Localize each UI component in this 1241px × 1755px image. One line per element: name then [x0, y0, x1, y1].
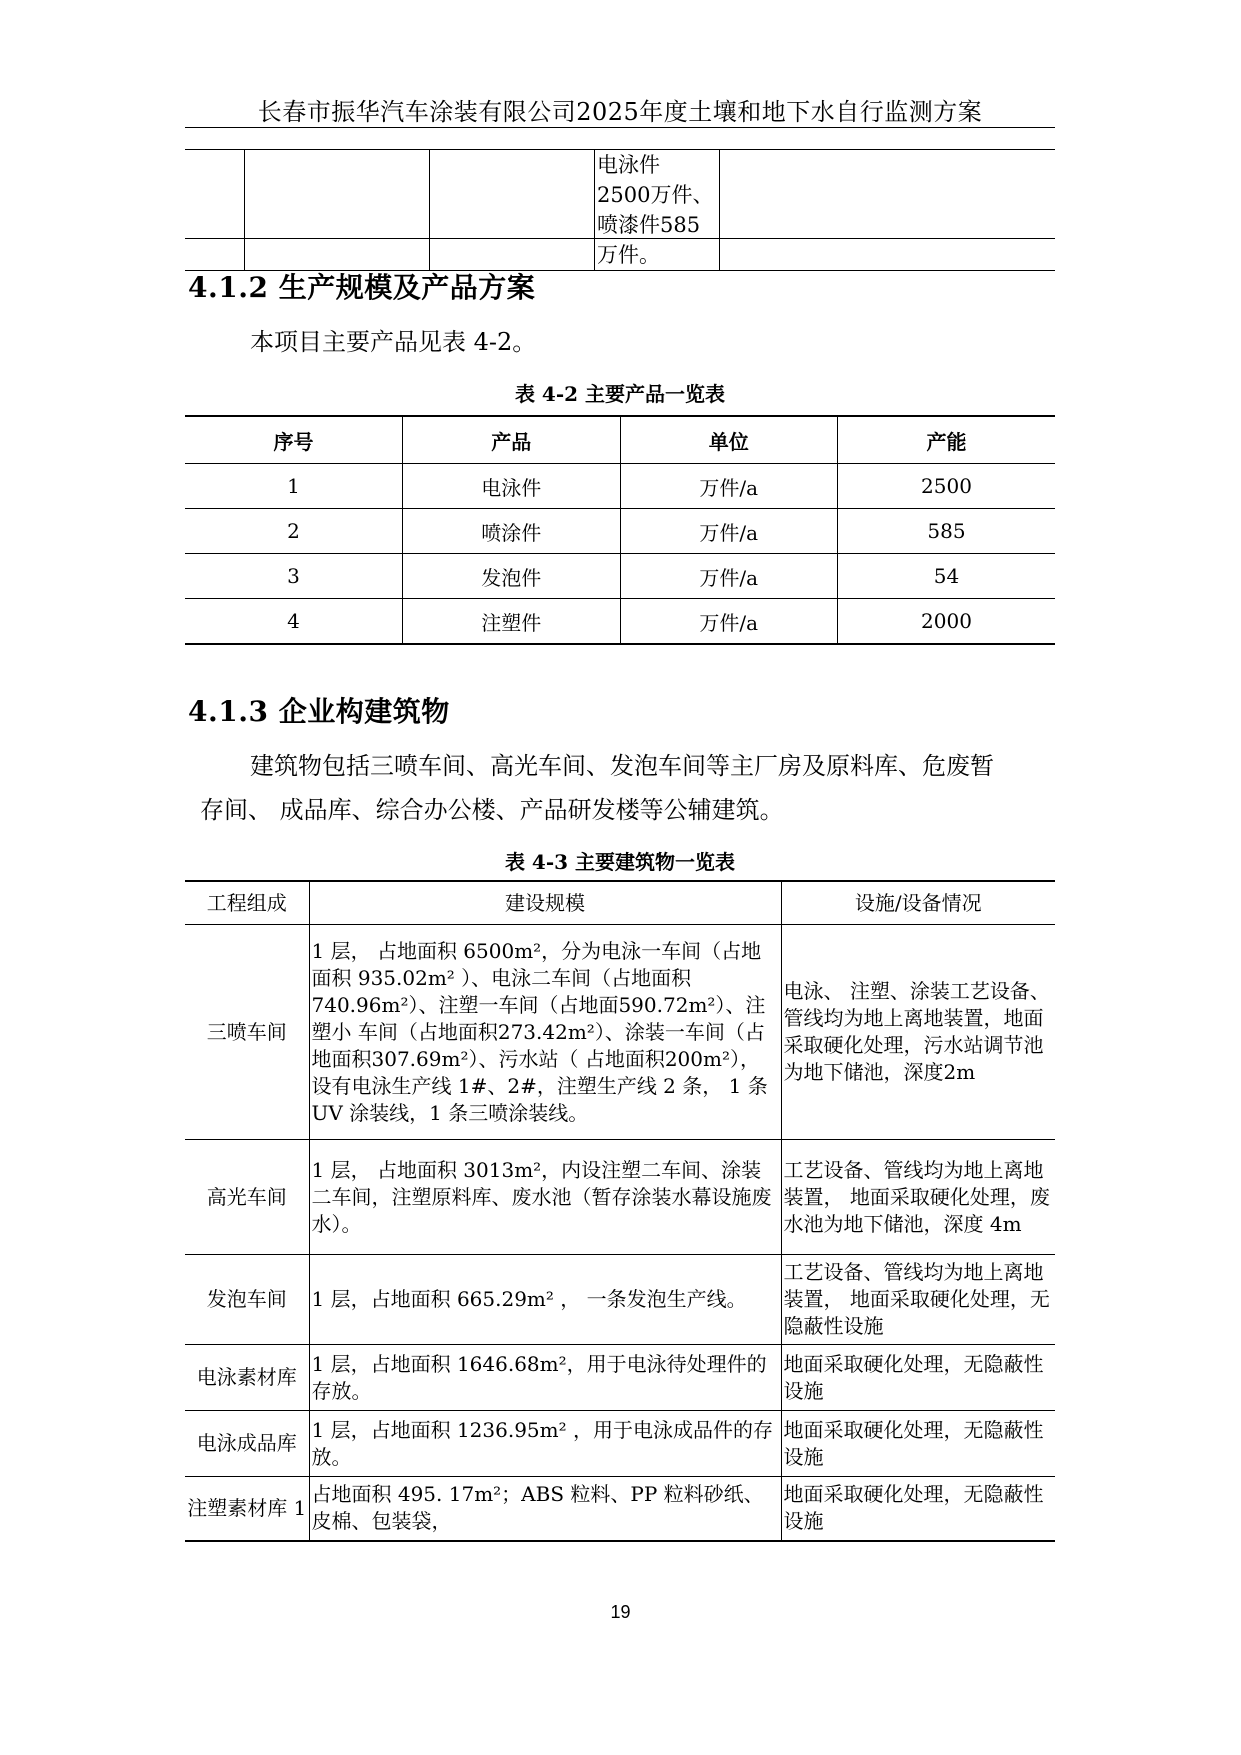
cell-scale: 1 层，占地面积 665.29m² ， 一条发泡生产线。 — [309, 1255, 781, 1345]
page-number: 19 — [610, 1602, 631, 1622]
table-row — [185, 464, 1055, 509]
table-row — [185, 554, 1055, 599]
cell-index: 1 — [185, 464, 403, 509]
cell-facility: 工艺设备、管线均为地上离地装置， 地面采取硬化处理，无隐蔽性设施 — [781, 1255, 1055, 1345]
cell-facility: 地面采取硬化处理，无隐蔽性设施 — [781, 1345, 1055, 1411]
cell-facility: 电泳、 注塑、涂装工艺设备、管线均为地上离地装置，地面采取硬化处理，污水站调节池为地下储池，深度2m — [781, 925, 1055, 1140]
section-heading-412: 4.1.2 生产规模及产品方案 — [188, 271, 536, 304]
cell-facility: 工艺设备、管线均为地上离地装置， 地面采取硬化处理，废水池为地下储池，深度 4m — [781, 1140, 1055, 1255]
section-heading-413: 4.1.3 企业构建筑物 — [188, 695, 450, 728]
section-413-para-line1: 建筑物包括三喷车间、高光车间、发泡车间等主厂房及原料库、危废暂 — [250, 752, 994, 780]
section-412-intro: 本项目主要产品见表 4-2。 — [250, 328, 537, 356]
cell-capacity: 54 — [838, 554, 1056, 599]
cell-component: 三喷车间 — [185, 925, 309, 1140]
col-header-capacity: 产能 — [838, 416, 1056, 464]
cell-component: 高光车间 — [185, 1140, 309, 1255]
col-header-facility: 设施/设备情况 — [781, 881, 1055, 925]
table-row — [185, 925, 1055, 1140]
cell-unit: 万件/a — [620, 464, 838, 509]
cont-cell-1 — [185, 150, 245, 271]
col-header-unit: 单位 — [620, 416, 838, 464]
col-header-product: 产品 — [403, 416, 621, 464]
table-header-row — [185, 416, 1055, 464]
continued-table-fragment — [185, 149, 1055, 271]
cell-index: 3 — [185, 554, 403, 599]
table-row — [185, 1255, 1055, 1345]
table-row — [185, 150, 1055, 271]
cell-capacity: 585 — [838, 509, 1056, 554]
cell-unit: 万件/a — [620, 509, 838, 554]
cell-scale: 1 层， 占地面积 6500m²，分为电泳一车间（占地面积 935.02m² ）、电泳二车间（占地面积740.96m²）、注塑一车间（占地面590.72m²）、注塑小 车间（占地面积273.42m²）、涂装一车间（占地面积307.69m²）、污水站（ 占地面积200m²），设有电泳生产线 1#、2#，注塑生产线 2 条， 1 条 UV 涂装线，1 条三喷涂装线。 — [309, 925, 781, 1140]
table-row — [185, 599, 1055, 645]
table-header-row — [185, 881, 1055, 925]
table-bottom-rule — [185, 238, 1055, 239]
cell-scale: 1 层，占地面积 1646.68m²，用于电泳待处理件的存放。 — [309, 1345, 781, 1411]
cell-unit: 万件/a — [620, 599, 838, 645]
cell-scale: 占地面积 495. 17m²；ABS 粒料、PP 粒料砂纸、皮棉、包装袋， — [309, 1477, 781, 1541]
cont-cell-5 — [720, 150, 1056, 271]
cell-index: 4 — [185, 599, 403, 645]
table-row — [185, 509, 1055, 554]
cell-product: 电泳件 — [403, 464, 621, 509]
cell-component: 电泳素材库 — [185, 1345, 309, 1411]
cell-product: 发泡件 — [403, 554, 621, 599]
table-4-2-caption: 表 4-2 主要产品一览表 — [514, 382, 726, 406]
products-table — [185, 415, 1055, 645]
cell-scale: 1 层，占地面积 1236.95m² ，用于电泳成品件的存放。 — [309, 1411, 781, 1477]
buildings-table — [185, 880, 1055, 1542]
cell-facility: 地面采取硬化处理，无隐蔽性设施 — [781, 1477, 1055, 1541]
table-4-3-caption: 表 4-3 主要建筑物一览表 — [504, 850, 736, 874]
table-row — [185, 1477, 1055, 1541]
cell-scale: 1 层， 占地面积 3013m²，内设注塑二车间、涂装二车间，注塑原料库、废水池（暂存涂装水幕设施废水）。 — [309, 1140, 781, 1255]
col-header-scale: 建设规模 — [309, 881, 781, 925]
cell-unit: 万件/a — [620, 554, 838, 599]
table-row — [185, 1411, 1055, 1477]
cell-capacity: 2000 — [838, 599, 1056, 645]
col-header-component: 工程组成 — [185, 881, 309, 925]
cont-cell-2 — [245, 150, 430, 271]
cell-facility: 地面采取硬化处理，无隐蔽性设施 — [781, 1411, 1055, 1477]
cont-cell-4: 电泳件 2500万件、喷漆件585万件。 — [595, 150, 720, 271]
table-row — [185, 1140, 1055, 1255]
cell-capacity: 2500 — [838, 464, 1056, 509]
cont-cell-3 — [430, 150, 595, 271]
header-rule — [185, 127, 1055, 128]
col-header-index: 序号 — [185, 416, 403, 464]
cell-component: 发泡车间 — [185, 1255, 309, 1345]
cell-product: 注塑件 — [403, 599, 621, 645]
table-row — [185, 1345, 1055, 1411]
page-header: 长春市振华汽车涂装有限公司2025年度土壤和地下水自行监测方案 — [257, 98, 983, 126]
cell-index: 2 — [185, 509, 403, 554]
cell-component: 注塑素材库 1 — [185, 1477, 309, 1541]
section-413-para-line2: 存间、 成品库、综合办公楼、产品研发楼等公辅建筑。 — [200, 796, 784, 824]
cell-component: 电泳成品库 — [185, 1411, 309, 1477]
cell-product: 喷涂件 — [403, 509, 621, 554]
